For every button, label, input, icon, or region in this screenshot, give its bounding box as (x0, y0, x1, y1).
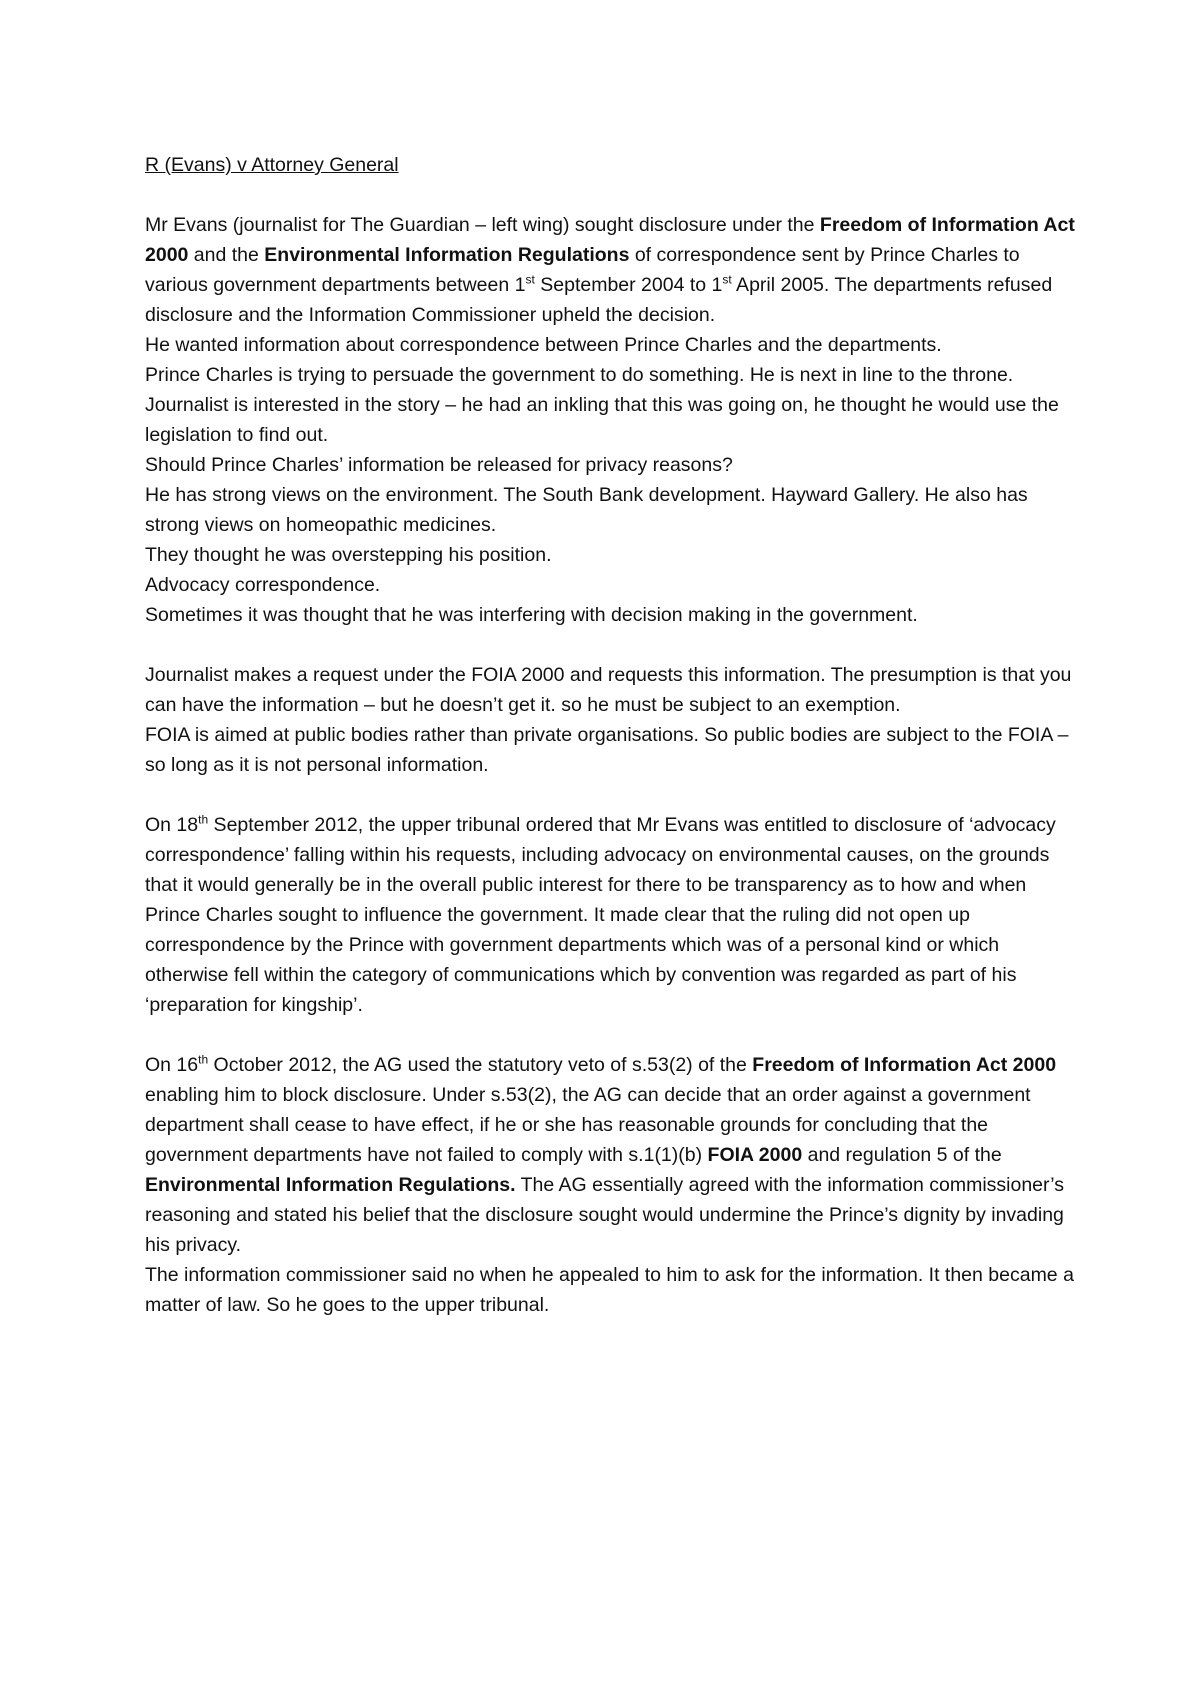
bold-run: Freedom of Information Act 2000 (145, 214, 1075, 266)
bold-run: Environmental Information Regulations (264, 244, 630, 266)
text-line: He has strong views on the environment. The South Bank development. Hayward Gallery. He also has strong views on homeopathic medicines. (145, 484, 1028, 536)
superscript: st (525, 272, 535, 287)
superscript: th (198, 812, 209, 827)
text-line: Prince Charles is trying to persuade the government to do something. He is next in line to the throne. (145, 364, 1014, 386)
paragraph-intro (145, 210, 1080, 330)
superscript: th (198, 1052, 209, 1067)
text-line: Journalist is interested in the story – he had an inkling that this was going on, he thought he would use the legislation to find out. (145, 394, 1059, 446)
paragraph-ag-veto (145, 1050, 1080, 1260)
paragraph-spacer (145, 1020, 1080, 1050)
bold-run: FOIA 2000 (707, 1144, 803, 1166)
text-line: FOIA is aimed at public bodies rather than private organisations. So public bodies are subject to the FOIA – so long as it is not personal information. (145, 724, 1069, 776)
paragraph-upper-tribunal (145, 810, 1080, 1020)
paragraph-spacer (145, 780, 1080, 810)
text-run: October 2012, the AG used the statutory veto of s.53(2) of the (208, 1054, 753, 1076)
text-run: Mr Evans (journalist for The Guardian – left wing) sought disclosure under the (145, 214, 820, 236)
superscript: st (722, 272, 732, 287)
text-line: Advocacy correspondence. (145, 574, 381, 596)
text-line: Should Prince Charles’ information be released for privacy reasons? (145, 454, 733, 476)
text-run: April 2005. The departments refused disclosure and the Information Commissioner upheld the decision. (145, 274, 1053, 326)
text-run: September 2004 to 1 (534, 274, 723, 296)
text-run: The AG essentially agreed with the information commissioner’s reasoning and stated his belief that the disclosure sought would undermine the Prince’s dignity by invading his privacy. (145, 1174, 1064, 1256)
text-line: They thought he was overstepping his position. (145, 544, 552, 566)
text-run: On 16 (145, 1054, 199, 1076)
text-run: September 2012, the upper tribunal ordered that Mr Evans was entitled to disclosure of ‘advocacy correspondence’ falling within his requests, including advocacy on environmental causes, on the grounds that it would generally be in the overall public interest for there to be transparency as to how and when Prince Charles sought to influence the government. It made clear that the ruling did not open up correspondence by the Prince with government departments which was of a personal kind or which otherwise fell within the category of communications which by convention was regarded as part of his ‘preparation for kingship’. (145, 814, 1056, 1016)
text-run: and the (188, 244, 265, 266)
text-line: He wanted information about correspondence between Prince Charles and the departments. (145, 334, 942, 356)
paragraph-spacer (145, 630, 1080, 660)
document-title: R (Evans) v Attorney General (145, 154, 399, 176)
text-run: On 18 (145, 814, 199, 836)
bold-run: Freedom of Information Act 2000 (752, 1054, 1057, 1076)
text-line: Journalist makes a request under the FOIA 2000 and requests this information. The presumption is that you can have the information – but he doesn’t get it. so he must be subject to an exemption. (145, 664, 1072, 716)
text-run: and regulation 5 of the (802, 1144, 1002, 1166)
text-run: of correspondence sent by Prince Charles to various government departments between 1 (145, 244, 1020, 296)
text-run: enabling him to block disclosure. Under s.53(2), the AG can decide that an order against a government department shall cease to have effect, if he or she has reasonable grounds for concluding that the government departments have not failed to comply with s.1(1)(b) (145, 1084, 1031, 1166)
text-line: The information commissioner said no when he appealed to him to ask for the information. It then became a matter of law. So he goes to the upper tribunal. (145, 1264, 1074, 1316)
bold-run: Environmental Information Regulations. (145, 1174, 516, 1196)
text-line: Sometimes it was thought that he was interfering with decision making in the government. (145, 604, 918, 626)
